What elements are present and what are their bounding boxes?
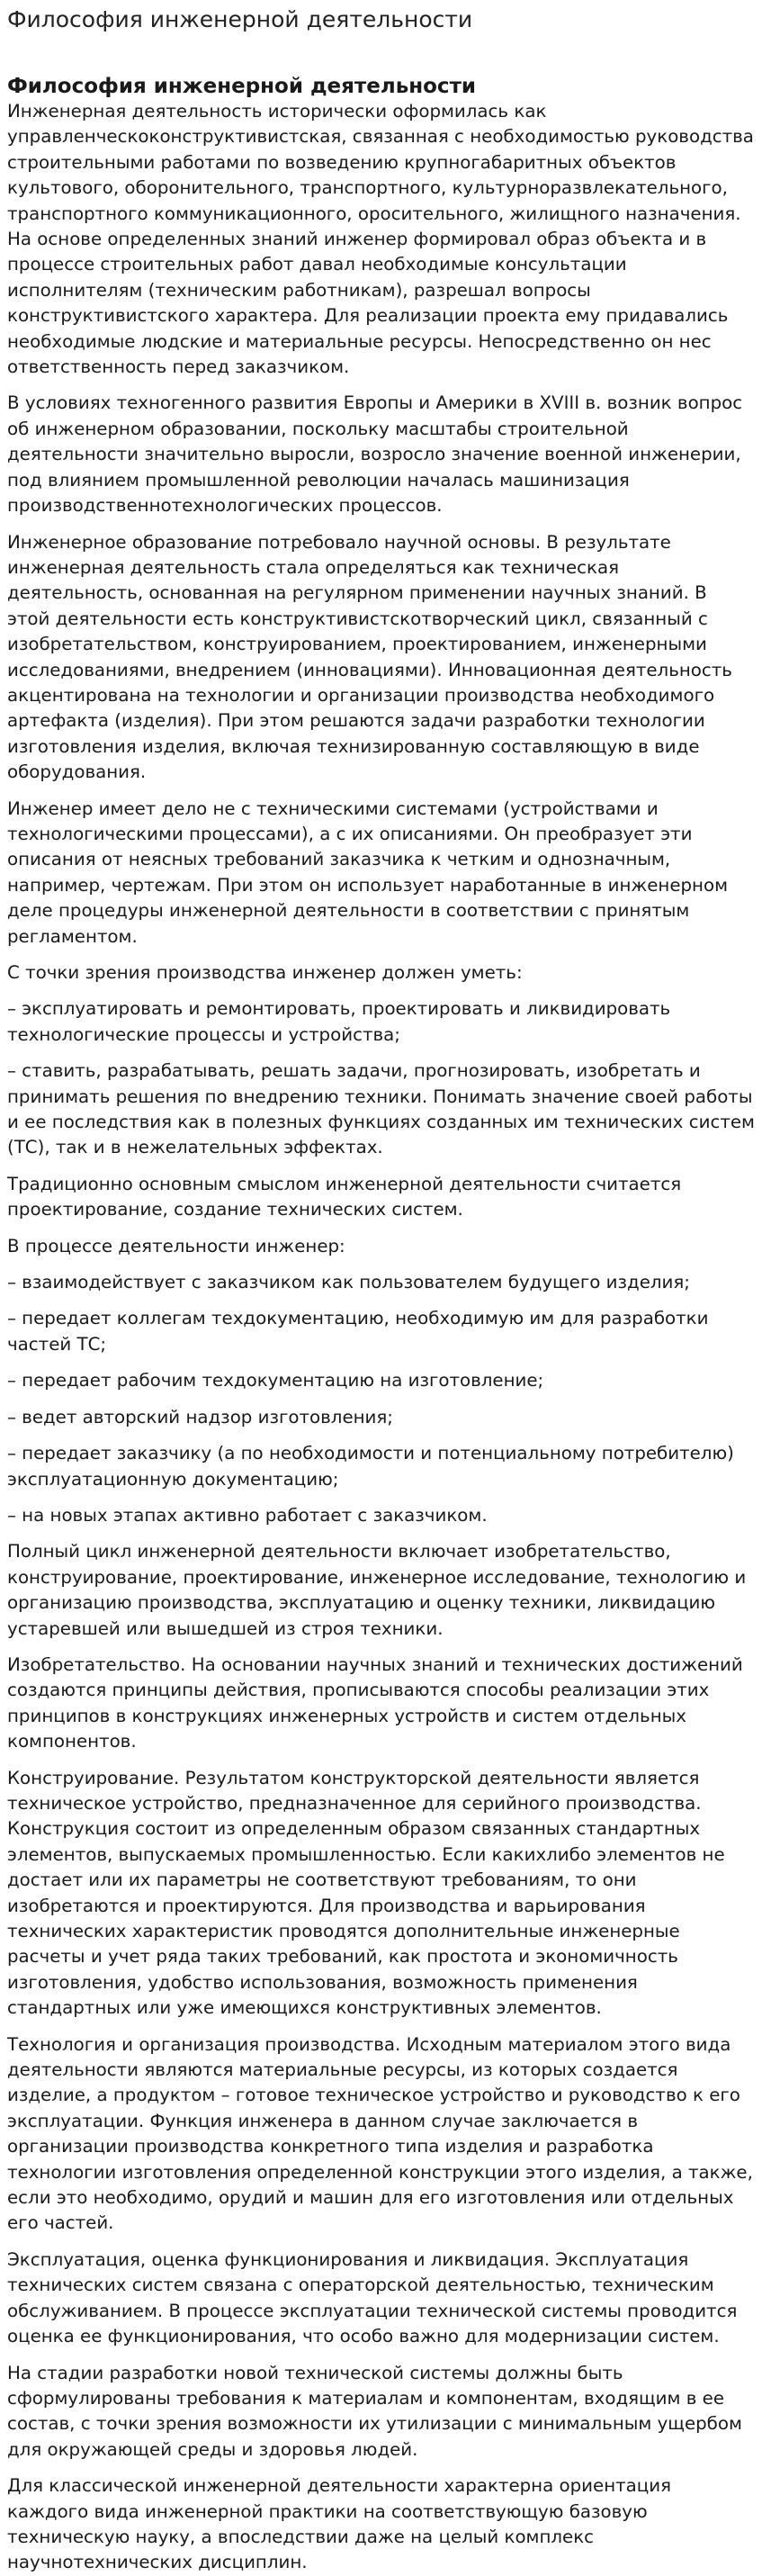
article bbox=[7, 74, 755, 2576]
paragraph: Для классической инженерной деятельности характерна ориентация каждого вида инженерной практики на соответствующую базовую техническую науку, а впоследствии даже на целый комплекс научнотехнических дисциплин. bbox=[7, 2475, 672, 2573]
paragraph: Полный цикл инженерной деятельности включает изобретательство, конструирование, проектирование, инженерное исследование, технологию и организацию производства, эксплуатацию и оценку техники, ликвидацию устаревшей или вышедшей из строя техники. bbox=[7, 1541, 747, 1639]
paragraph: Технология и организация производства. Исходным материалом этого вида деятельности являются материальные ресурсы, из которых создается изделие, а продуктом – готовое техническое устройство и руководство к его эксплуатации. Функция инженера в данном случае заключается в организации производства конкретного типа изделия и разработка технологии изготовления определенной конструкции этого изделия, а также, если это необходимо, орудий и машин для его изготовления или отдельных его частей. bbox=[7, 2033, 753, 2234]
article-heading: Философия инженерной деятельности bbox=[7, 75, 477, 98]
paragraph: Инженерное образование потребовало научной основы. В результате инженерная деятельность стала определяться как техническая деятельность, основанная на регулярном применении научных знаний. В этой деятельности есть конструктивистскотворческий цикл, связанный с изобретательством, конструированием, проектированием, инженерными исследованиями, внедрением (инновациями). Инновационная деятельность акцентирована на технологии и организации производства необходимого артефакта (изделия). При этом решаются задачи разработки технологии изготовления изделия, включая технизированную составляющую в виде оборудования. bbox=[7, 531, 732, 783]
list-item: – на новых этапах активно работает с заказчиком. bbox=[7, 1504, 488, 1526]
page-title: Философия инженерной деятельности bbox=[7, 6, 473, 32]
list-item: – передает рабочим техдокументацию на изготовление; bbox=[7, 1370, 544, 1392]
list-item: – ведет авторский надзор изготовления; bbox=[7, 1406, 393, 1428]
list-item: – передает коллегам техдокументацию, необходимую им для разработки частей ТС; bbox=[7, 1308, 709, 1355]
paragraph: На стадии разработки новой технической системы должны быть сформулированы требования к материалам и компонентам, входящим в ее состав, с точки зрения возможности их утилизации с минимальным ущербом для окружающей среды и здоровья людей. bbox=[7, 2362, 742, 2460]
paragraph: В условиях техногенного развития Европы и Америки в XVIII в. возник вопрос об инженерном образовании, поскольку масштабы строительной деятельности значительно выросли, возросло значение военной инженерии, под влиянием промышленной революции началась машинизация производственнотехнологических процессов. bbox=[7, 392, 743, 517]
paragraph: Конструирование. Результатом конструкторской деятельности является техническое устройство, предназначенное для серийного производства. Конструкция состоит из определенным образом связанных стандартных элементов, выпускаемых промышленностью. Если какихлибо элементов не достает или их параметры не соответствуют требованиям, то они изобретаются и проектируются. Для производства и варьирования технических характеристик проводятся дополнительные инженерные расчеты и учет ряда таких требований, как простота и экономичность изготовления, удобство использования, возможность применения стандартных или уже имеющихся конструктивных элементов. bbox=[7, 1767, 725, 2019]
paragraph: Эксплуатация, оценка функционирования и ликвидация. Эксплуатация технических систем связана с операторской деятельностью, техническим обслуживанием. В процессе эксплуатации технической системы проводится оценка ее функционирования, что особо важно для модернизации систем. bbox=[7, 2248, 738, 2347]
paragraph: С точки зрения производства инженер должен уметь: bbox=[7, 962, 523, 983]
paragraph: Инженерная деятельность исторически оформилась как управленческоконструктивистская, связанная с необходимостью руководства строительными работами по возведению крупногабаритных объектов культового, оборонительного, транспортного, культурноразвлекательного, транспортного коммуникационного, оросительного, жилищного назначения. На основе определенных знаний инженер формировал образ объекта и в процессе строительных работ давал необходимые консультации исполнителям (техническим работникам), разрешал вопросы конструктивистского характера. Для реализации проекта ему придавались необходимые людские и материальные ресурсы. Непосредственно он нес ответственность перед заказчиком. bbox=[7, 101, 754, 378]
list-item: – ставить, разрабатывать, решать задачи, прогнозировать, изобретать и принимать решения по внедрению техники. Понимать значение своей работы и ее последствия как в полезных функциях созданных им технических систем (ТС), так и в нежелательных эффектах. bbox=[7, 1060, 755, 1158]
list-item: – передает заказчику (а по необходимости и потенциальному потребителю) эксплуатационную документацию; bbox=[7, 1443, 734, 1490]
paragraph: В процессе деятельности инженер: bbox=[7, 1235, 345, 1256]
list-item: – эксплуатировать и ремонтировать, проектировать и ликвидировать технологические процессы и устройства; bbox=[7, 998, 671, 1045]
paragraph: Изобретательство. На основании научных знаний и технических достижений создаются принципы действия, прописываются способы реализации этих принципов в конструкциях инженерных устройств и систем отдельных компонентов. bbox=[7, 1653, 743, 1752]
list-item: – взаимодействует с заказчиком как пользователем будущего изделия; bbox=[7, 1272, 690, 1293]
paragraph: Инженер имеет дело не с техническими системами (устройствами и технологическими процессами), а с их описаниями. Он преобразует эти описания от неясных требований заказчика к четким и однозначным, например, чертежам. При этом он использует наработанные в инженерном деле процедуры инженерной деятельности в соответствии с принятым регламентом. bbox=[7, 797, 729, 947]
paragraph: Традиционно основным смыслом инженерной деятельности считается проектирование, создание технических систем. bbox=[7, 1173, 682, 1220]
